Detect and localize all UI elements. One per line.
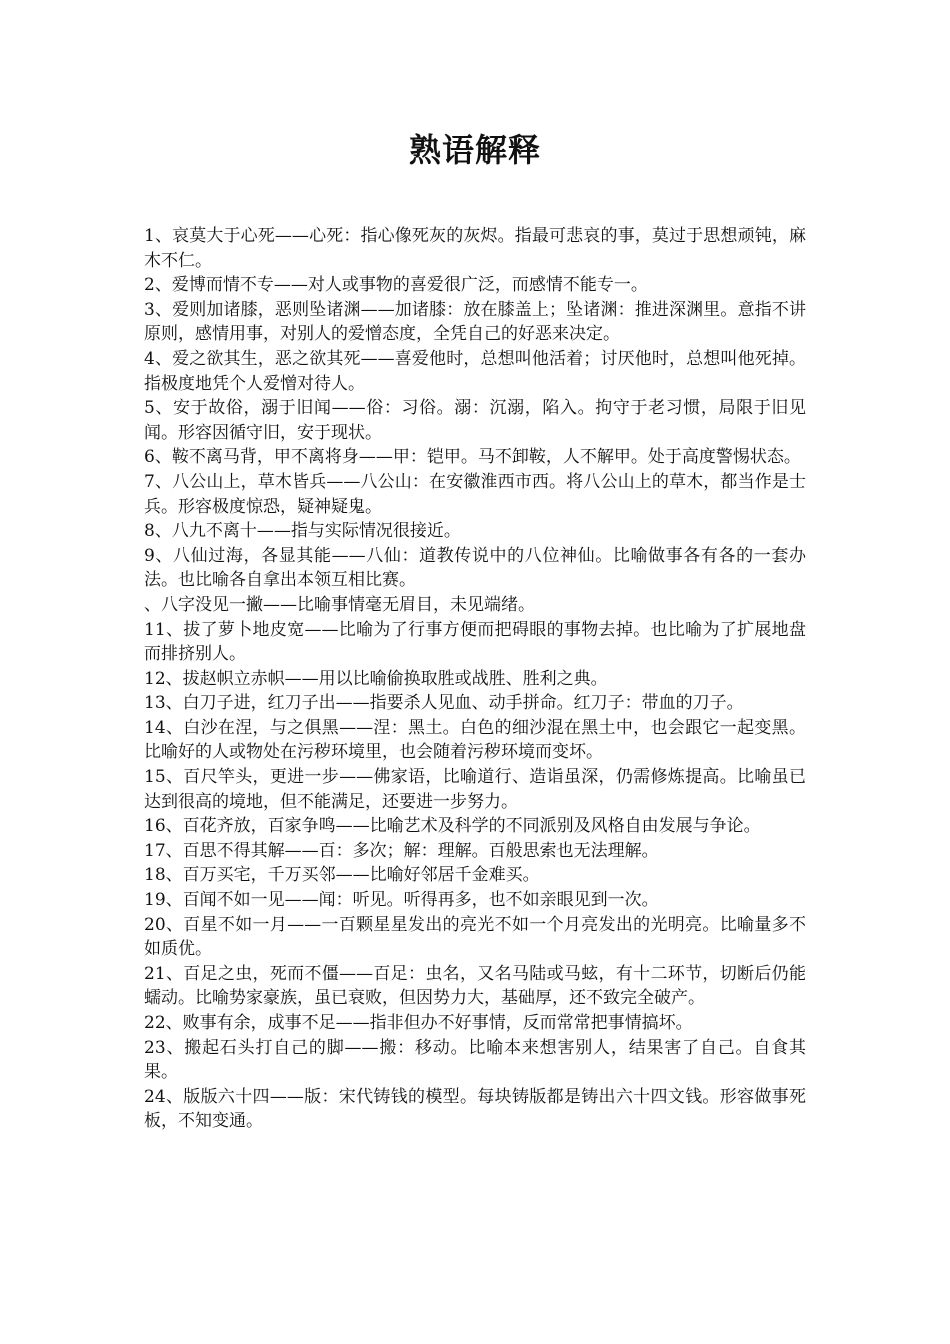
idiom-entry: 22、败事有余，成事不足——指非但办不好事情，反而常常把事情搞坏。 [144, 1013, 693, 1033]
idiom-entry: 12、拔赵帜立赤帜——用以比喻偷换取胜或战胜、胜利之典。 [144, 668, 608, 689]
idiom-entry: 8、八九不离十——指与实际情况很接近。 [144, 521, 461, 542]
idiom-entry: 20、百星不如一月——一百颗星星发出的亮光不如一个月亮发出的光明亮。比喻量多不如质优。 [144, 914, 806, 960]
idiom-entry: 5、安于故俗，溺于旧闻——俗：习俗。溺：沉溺，陷入。拘守于老习惯，局限于旧见闻。形容因循守旧，安于现状。 [144, 398, 806, 443]
idiom-entry: 6、鞍不离马背，甲不离将身——甲：铠甲。马不卸鞍，人不解甲。处于高度警惕状态。 [144, 447, 801, 468]
idiom-entry: 13、白刀子进，红刀子出——指要杀人见血、动手拼命。红刀子：带血的刀子。 [144, 693, 744, 714]
document-title: 熟语解释 [408, 131, 541, 169]
idiom-entry: 3、爱则加诸膝，恶则坠诸渊——加诸膝：放在膝盖上；坠诸渊：推进深渊里。意指不讲原则，感情用事，对别人的爱憎态度，全凭自己的好恶来决定。 [144, 299, 806, 345]
idiom-entry: 23、搬起石头打自己的脚——搬：移动。比喻本来想害别人，结果害了自己。自食其果。 [144, 1037, 806, 1083]
idiom-list [144, 224, 806, 1134]
idiom-entry: 4、爱之欲其生，恶之欲其死——喜爱他时，总想叫他活着；讨厌他时，总想叫他死掉。指极度地凭个人爱憎对待人。 [144, 348, 806, 394]
idiom-entry: 9、八仙过海，各显其能——八仙：道教传说中的八位神仙。比喻做事各有各的一套办法。也比喻各自拿出本领互相比赛。 [144, 545, 806, 591]
idiom-entry: 1、哀莫大于心死——心死：指心像死灰的灰烬。指最可悲哀的事，莫过于思想顽钝，麻木不仁。 [144, 226, 806, 271]
idiom-entry: 15、百尺竿头，更进一步——佛家语，比喻道行、造诣虽深，仍需修炼提高。比喻虽已达到很高的境地，但不能满足，还要进一步努力。 [144, 767, 806, 812]
idiom-entry: 、八字没见一撇——比喻事情毫无眉目，未见端绪。 [144, 594, 535, 615]
idiom-entry: 17、百思不得其解——百：多次；解：理解。百般思索也无法理解。 [144, 840, 659, 861]
idiom-entry: 18、百万买宅，千万买邻——比喻好邻居千金难买。 [144, 865, 540, 886]
idiom-entry: 14、白沙在涅，与之俱黑——涅：黑土。白色的细沙混在黑土中，也会跟它一起变黑。比喻好的人或物处在污秽环境里，也会随着污秽环境而变坏。 [144, 717, 806, 763]
idiom-entry: 11、拔了萝卜地皮宽——比喻为了行事方便而把碍眼的事物去掉。也比喻为了扩展地盘而排挤别人。 [144, 619, 806, 665]
idiom-entry: 2、爱博而情不专——对人或事物的喜爱很广泛，而感情不能专一。 [144, 275, 648, 296]
idiom-entry: 16、百花齐放，百家争鸣——比喻艺术及科学的不同派别及风格自由发展与争论。 [144, 816, 761, 837]
idiom-entry: 7、八公山上，草木皆兵——八公山：在安徽淮西市西。将八公山上的草木，都当作是士兵。形容极度惊恐，疑神疑鬼。 [144, 471, 806, 517]
idiom-entry: 24、版版六十四——版：宋代铸钱的模型。每块铸版都是铸出六十四文钱。形容做事死板，不知变通。 [144, 1086, 806, 1132]
idiom-entry: 21、百足之虫，死而不僵——百足：虫名，又名马陆或马蚿，有十二环节，切断后仍能蠕动。比喻势家豪族，虽已衰败，但因势力大，基础厚，还不致完全破产。 [144, 963, 806, 1009]
idiom-entry: 19、百闻不如一见——闻：听见。听得再多，也不如亲眼见到一次。 [144, 890, 659, 911]
